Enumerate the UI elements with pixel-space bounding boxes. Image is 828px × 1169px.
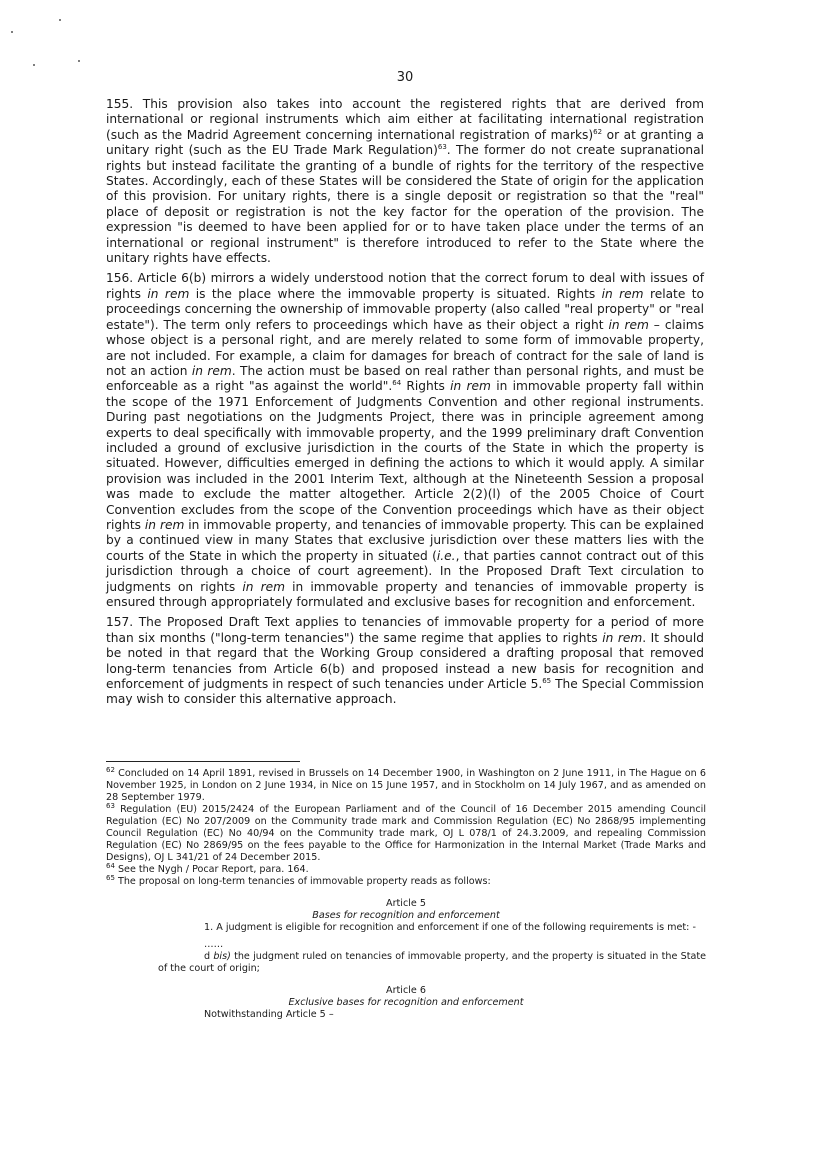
footnote-number: 64 bbox=[106, 861, 115, 870]
article-5-paragraph-1: 1. A judgment is eligible for recognition and enforcement if one of the following requirements is met: - bbox=[204, 922, 696, 933]
paragraph-155 bbox=[106, 97, 704, 266]
text-run: relate to proceedings concerning the ownership of immovable property (also called "real property" or "real estate"). The term only refers to proceedings which have as their object a right bbox=[106, 286, 704, 332]
text-run: Article 6(b) mirrors a widely understood notion that the correct forum to deal with issues of rights bbox=[106, 271, 705, 301]
quoted-provision bbox=[106, 898, 706, 1021]
footnote-ref: 64 bbox=[392, 379, 402, 388]
italic-term: in rem bbox=[242, 579, 285, 594]
scan-speck bbox=[78, 60, 80, 62]
page-number: 30 bbox=[396, 70, 414, 85]
footnote-text: See the Nygh / Pocar Report, para. 164. bbox=[114, 864, 309, 875]
footnote-64 bbox=[106, 861, 706, 876]
paragraph-number: 155. bbox=[106, 97, 143, 111]
text-run: The Proposed Draft Text applies to tenancies of immovable property for a period of more than six months ("long-term tenancies") the same regime that applies to rights bbox=[106, 615, 704, 645]
footnote-number: 62 bbox=[106, 765, 115, 774]
text-run: The Special Commission may wish to consider this alternative approach. bbox=[106, 677, 704, 707]
text-run: in immovable property and tenancies of immovable property is ensured through appropriately formulated and exclusive bases for recognition and enforcement. bbox=[106, 579, 704, 609]
main-text bbox=[106, 97, 704, 713]
text-run: in immovable property, and tenancies of immovable property. This can be explained by a continued view in many States that exclusive jurisdiction over these matters lies with the courts of the State in which the property in situated ( bbox=[106, 517, 704, 563]
footnotes bbox=[106, 765, 707, 1021]
scan-speck bbox=[59, 19, 61, 21]
paragraph-number: 156. bbox=[106, 271, 138, 286]
footnote-separator bbox=[106, 761, 300, 762]
footnote-text: Concluded on 14 April 1891, revised in Brussels on 14 December 1900, in Washington on 2 June 1911, in The Hague on 6 November 1925, in London on 2 June 1934, in Nice on 15 June 1957, and in Stockholm on 14 July 1967, and as amended on 28 September 1979. bbox=[106, 768, 706, 803]
text-run: or at granting a unitary right (such as the EU Trade Mark Regulation) bbox=[106, 127, 704, 158]
footnote-list bbox=[106, 765, 706, 888]
italic-term: in rem bbox=[601, 286, 644, 301]
italic-term: in rem bbox=[191, 363, 232, 378]
text-run: . It should be noted in that regard that the Working Group considered a drafting proposal that removed long-term tenancies from Article 6(b) and proposed instead a new basis for recognition and enforcement of judgments in respect of such tenancies under Article 5. bbox=[106, 630, 704, 692]
italic-term: in rem bbox=[602, 630, 643, 645]
text-run: . The action must be based on real rather than personal rights, and must be enforceable as a right "as against the world". bbox=[106, 363, 704, 394]
text-run: Rights bbox=[401, 379, 451, 394]
footnote-62 bbox=[106, 765, 706, 804]
text-run: . The former do not create supranational rights but instead facilitate the granting of a bundle of rights for the territory of the respective States. Accordingly, each of these States will be considered the State of origin for the application of this provision. For unitary rights, there is a single deposit or registration so that the "real" place of deposit or registration is not the key factor for the operation of the provision. The expression "is deemed to have been applied for or to have taken place under the terms of an international or regional instrument" is therefore introduced to refer to the State where the unitary rights have effects. bbox=[106, 143, 704, 266]
article-6-paragraph: Notwithstanding Article 5 – bbox=[204, 1009, 334, 1020]
footnote-65 bbox=[106, 873, 706, 888]
footnote-63 bbox=[106, 801, 706, 864]
italic-term: i.e. bbox=[436, 548, 456, 563]
scan-speck bbox=[11, 31, 13, 33]
article-5-subtitle: Bases for recognition and enforcement bbox=[312, 910, 500, 921]
text-run: , that parties cannot contract out of this jurisdiction through a choice of court agreement). In the Proposed Draft Text circulation to judgments on rights bbox=[106, 548, 704, 594]
scan-speck bbox=[33, 64, 35, 66]
ellipsis: …… bbox=[204, 939, 224, 950]
article-5-title: Article 5 bbox=[386, 898, 426, 909]
article-6-subtitle: Exclusive bases for recognition and enforcement bbox=[288, 997, 524, 1008]
text-run: is the place where the immovable property is situated. Rights bbox=[189, 286, 602, 301]
footnote-ref: 63 bbox=[437, 143, 447, 152]
footnote-text: Regulation (EU) 2015/2424 of the European Parliament and of the Council of 16 December 2015 amending Council Regulation (EC) No 207/2009 on the Community trade mark and Commission Regulation (EC) No 2868/95 implementing Council Regulation (EC) No 40/94 on the Community trade mark, OJ L 078/1 of 24.3.2009, and repealing Commission Regulation (EC) No 2869/95 on the fees payable to the Office for Harmonization in the Internal Market (Trade Marks and Designs), OJ L 341/21 of 24 December 2015. bbox=[106, 804, 706, 863]
paragraph-number: 157. bbox=[106, 615, 139, 630]
italic-term: in rem bbox=[608, 317, 649, 332]
footnote-ref: 62 bbox=[593, 127, 603, 136]
paragraph-156 bbox=[106, 271, 704, 610]
footnote-text: The proposal on long-term tenancies of immovable property reads as follows: bbox=[114, 876, 491, 887]
footnote-number: 63 bbox=[106, 801, 115, 810]
text-run: – claims whose object is a personal right, and are merely related to some form of immovable property, are not included. For example, a claim for damages for breach of contract for the sale of land is not an action bbox=[106, 317, 704, 378]
italic-term: in rem bbox=[450, 379, 491, 394]
text-run: This provision also takes into account the registered rights that are derived from international or regional instruments which aim either at facilitating international registration (such as the Madrid Agreement concerning international registration of marks) bbox=[106, 97, 704, 142]
italic-term: in rem bbox=[147, 286, 190, 301]
footnote-number: 65 bbox=[106, 873, 115, 882]
italic-term: in rem bbox=[144, 517, 185, 532]
paragraph-157 bbox=[106, 615, 704, 707]
text-run: in immovable property fall within the scope of the 1971 Enforcement of Judgments Convention and other regional instruments. During past negotiations on the Judgments Project, there was in principle agreement among experts to deal specifically with immovable property, and the 1999 preliminary draft Convention included a ground of exclusive jurisdiction in the courts of the State in which the property is situated. However, difficulties emerged in defining the actions to which it would apply. A similar provision was included in the 2001 Interim Text, although at the Nineteenth Session a proposal was made to exclude the matter altogether. Article 2(2)(l) of the 2005 Choice of Court Convention excludes from the scope of the Convention proceedings which have as their object rights bbox=[106, 379, 704, 532]
article-6-title: Article 6 bbox=[386, 985, 426, 996]
article-5-paragraph-d-bis: d bis) the judgment ruled on tenancies of immovable property, and the property is situated in the State of the court of origin; bbox=[158, 951, 707, 974]
footnote-ref: 65 bbox=[542, 676, 552, 685]
